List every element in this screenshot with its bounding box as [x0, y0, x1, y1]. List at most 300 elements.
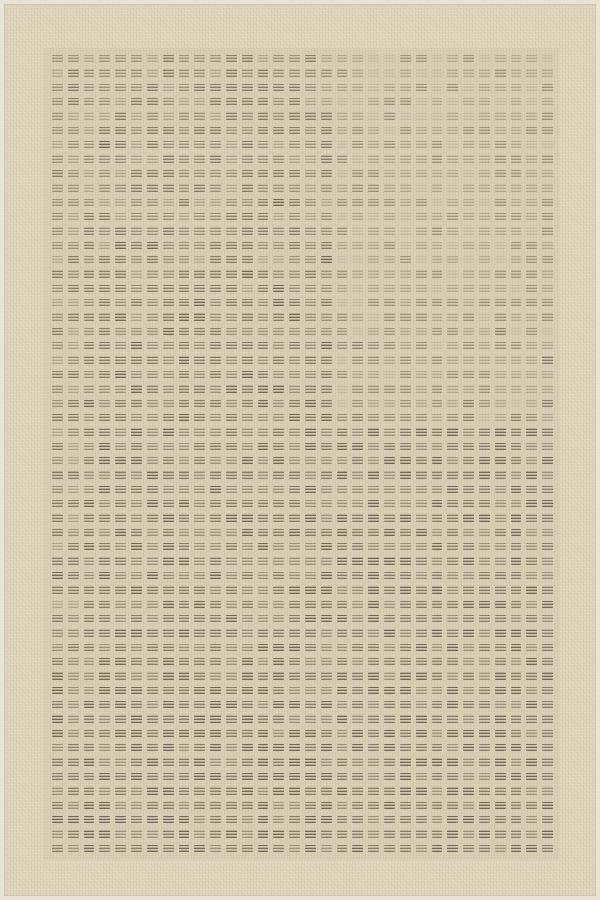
rug-tile	[337, 500, 348, 507]
rug-tile	[384, 701, 395, 708]
rug-tile	[352, 242, 363, 249]
rug-tile	[447, 170, 458, 177]
rug-tile	[289, 170, 300, 177]
rug-tile	[289, 500, 300, 507]
rug-tile	[447, 672, 458, 679]
rug-tile	[352, 69, 363, 76]
rug-tile	[52, 471, 63, 478]
rug-tile	[84, 644, 95, 651]
rug-tile	[432, 414, 443, 421]
rug-tile	[84, 112, 95, 119]
rug-tile	[479, 572, 490, 579]
rug-tile	[163, 773, 174, 780]
rug-tile	[52, 644, 63, 651]
rug-tile	[179, 816, 190, 823]
rug-tile	[131, 830, 142, 837]
rug-tile	[115, 285, 126, 292]
rug-tile	[84, 328, 95, 335]
rug-tile	[479, 687, 490, 694]
rug-tile	[289, 227, 300, 234]
rug-tile	[258, 356, 269, 363]
rug-tile	[305, 141, 316, 148]
rug-tile	[305, 270, 316, 277]
rug-tile	[384, 184, 395, 191]
rug-tile	[352, 170, 363, 177]
rug-tile	[400, 112, 411, 119]
rug-tile	[68, 644, 79, 651]
rug-tile	[321, 457, 332, 464]
rug-tile	[479, 84, 490, 91]
rug-tile	[526, 715, 537, 722]
rug-tile	[400, 629, 411, 636]
rug-tile	[289, 55, 300, 62]
rug-tile	[194, 601, 205, 608]
rug-tile	[179, 457, 190, 464]
rug-tile	[416, 601, 427, 608]
rug-tile	[352, 687, 363, 694]
rug-tile	[210, 69, 221, 76]
rug-tile	[495, 744, 506, 751]
rug-tile	[400, 471, 411, 478]
rug-tile	[163, 500, 174, 507]
rug-tile	[84, 658, 95, 665]
rug-tile	[68, 500, 79, 507]
rug-tile	[542, 155, 553, 162]
rug-tile	[384, 414, 395, 421]
rug-tile	[368, 457, 379, 464]
rug-tile	[226, 514, 237, 521]
rug-tile	[321, 500, 332, 507]
rug-tile	[511, 313, 522, 320]
rug-tile	[352, 127, 363, 134]
rug-tile	[68, 371, 79, 378]
rug-tile	[147, 471, 158, 478]
rug-tile	[147, 256, 158, 263]
rug-tile	[194, 184, 205, 191]
rug-tile	[305, 170, 316, 177]
rug-tile	[179, 658, 190, 665]
rug-tile	[352, 830, 363, 837]
rug-tile	[210, 299, 221, 306]
rug-tile	[52, 98, 63, 105]
rug-tile	[226, 816, 237, 823]
rug-tile	[416, 744, 427, 751]
rug-tile	[147, 213, 158, 220]
rug-tile	[242, 385, 253, 392]
rug-tile	[463, 830, 474, 837]
rug-tile	[352, 184, 363, 191]
rug-tile	[289, 471, 300, 478]
rug-tile	[305, 787, 316, 794]
rug-tile	[463, 414, 474, 421]
rug-tile	[321, 141, 332, 148]
rug-tile	[210, 155, 221, 162]
rug-tile	[305, 285, 316, 292]
rug-tile	[258, 830, 269, 837]
rug-tile	[147, 701, 158, 708]
rug-tile	[432, 55, 443, 62]
rug-tile	[463, 285, 474, 292]
rug-tile	[99, 457, 110, 464]
rug-tile	[542, 299, 553, 306]
rug-tile	[242, 285, 253, 292]
rug-tile	[194, 242, 205, 249]
rug-tile	[52, 701, 63, 708]
rug-tile	[526, 486, 537, 493]
rug-tile	[258, 385, 269, 392]
rug-tile	[242, 414, 253, 421]
rug-tile	[194, 557, 205, 564]
rug-tile	[273, 285, 284, 292]
rug-tile	[400, 371, 411, 378]
rug-tile	[242, 141, 253, 148]
rug-tile	[447, 543, 458, 550]
rug-tile	[52, 557, 63, 564]
rug-tile	[115, 428, 126, 435]
rug-tile	[226, 256, 237, 263]
rug-tile	[52, 371, 63, 378]
rug-tile	[479, 356, 490, 363]
rug-tile	[179, 715, 190, 722]
rug-tile	[432, 270, 443, 277]
rug-tile	[511, 471, 522, 478]
rug-tile	[305, 457, 316, 464]
rug-tile	[289, 141, 300, 148]
rug-tile	[163, 299, 174, 306]
rug-tile	[68, 845, 79, 852]
rug-tile	[131, 486, 142, 493]
rug-tile	[400, 414, 411, 421]
rug-tile	[68, 213, 79, 220]
rug-tile	[84, 601, 95, 608]
rug-tile	[273, 400, 284, 407]
rug-tile	[526, 644, 537, 651]
rug-tile	[337, 385, 348, 392]
rug-tile	[84, 227, 95, 234]
rug-tile	[321, 299, 332, 306]
rug-tile	[242, 170, 253, 177]
rug-tile	[463, 787, 474, 794]
rug-tile	[321, 744, 332, 751]
rug-tile	[400, 773, 411, 780]
rug-tile	[163, 270, 174, 277]
rug-tile	[368, 629, 379, 636]
rug-tile	[52, 845, 63, 852]
rug-tile	[84, 701, 95, 708]
rug-tile	[416, 328, 427, 335]
rug-tile	[242, 787, 253, 794]
rug-tile	[194, 299, 205, 306]
rug-tile	[68, 658, 79, 665]
rug-tile	[99, 701, 110, 708]
rug-tile	[242, 715, 253, 722]
rug-tile	[258, 658, 269, 665]
rug-tile	[511, 127, 522, 134]
rug-tile	[479, 715, 490, 722]
rug-tile	[432, 457, 443, 464]
rug-tile	[52, 572, 63, 579]
rug-tile	[526, 701, 537, 708]
rug-tile	[511, 845, 522, 852]
rug-tile	[416, 457, 427, 464]
rug-tile	[321, 84, 332, 91]
rug-tile	[495, 400, 506, 407]
rug-tile	[68, 356, 79, 363]
rug-tile	[352, 471, 363, 478]
rug-tile	[68, 141, 79, 148]
rug-tile	[447, 256, 458, 263]
rug-tile	[479, 658, 490, 665]
rug-tile	[447, 471, 458, 478]
rug-tile	[115, 270, 126, 277]
rug-tile	[305, 644, 316, 651]
rug-tile	[242, 586, 253, 593]
rug-tile	[131, 644, 142, 651]
rug-tile	[526, 127, 537, 134]
rug-tile	[242, 830, 253, 837]
rug-tile	[99, 270, 110, 277]
rug-tile	[432, 371, 443, 378]
rug-tile	[147, 816, 158, 823]
rug-tile	[194, 227, 205, 234]
rug-tile	[84, 299, 95, 306]
rug-tile	[52, 356, 63, 363]
rug-tile	[194, 127, 205, 134]
rug-tile	[432, 744, 443, 751]
rug-tile	[273, 213, 284, 220]
rug-tile	[337, 414, 348, 421]
rug-tile	[289, 155, 300, 162]
rug-tile	[479, 443, 490, 450]
rug-tile	[226, 242, 237, 249]
rug-tile	[432, 644, 443, 651]
rug-tile	[179, 227, 190, 234]
rug-tile	[52, 658, 63, 665]
rug-tile	[321, 514, 332, 521]
rug-tile	[210, 816, 221, 823]
rug-tile	[416, 227, 427, 234]
rug-tile	[210, 601, 221, 608]
rug-tile	[131, 55, 142, 62]
rug-tile	[352, 644, 363, 651]
rug-tile	[463, 428, 474, 435]
rug-tile	[432, 830, 443, 837]
rug-tile	[400, 601, 411, 608]
rug-tile	[479, 730, 490, 737]
rug-tile	[542, 586, 553, 593]
rug-tile	[210, 802, 221, 809]
rug-tile	[305, 715, 316, 722]
rug-tile	[226, 601, 237, 608]
rug-tile	[432, 543, 443, 550]
rug-tile	[273, 586, 284, 593]
rug-tile	[147, 500, 158, 507]
rug-tile	[447, 615, 458, 622]
rug-tile	[526, 529, 537, 536]
rug-tile	[432, 127, 443, 134]
rug-tile	[526, 170, 537, 177]
rug-tile	[337, 715, 348, 722]
rug-tile	[368, 730, 379, 737]
rug-tile	[163, 170, 174, 177]
rug-tile	[352, 98, 363, 105]
rug-tile	[368, 256, 379, 263]
rug-tile	[495, 127, 506, 134]
rug-tile	[511, 830, 522, 837]
rug-tile	[337, 744, 348, 751]
rug-tile	[511, 644, 522, 651]
rug-tile	[131, 227, 142, 234]
rug-tile	[368, 98, 379, 105]
rug-tile	[432, 500, 443, 507]
rug-tile	[463, 155, 474, 162]
rug-tile	[305, 400, 316, 407]
rug-tile	[52, 715, 63, 722]
rug-tile	[68, 414, 79, 421]
rug-tile	[242, 328, 253, 335]
rug-tile	[479, 55, 490, 62]
rug-tile	[384, 55, 395, 62]
rug-tile	[163, 313, 174, 320]
rug-tile	[447, 715, 458, 722]
rug-tile	[400, 155, 411, 162]
rug-tile	[511, 529, 522, 536]
rug-tile	[337, 342, 348, 349]
rug-tile	[321, 170, 332, 177]
rug-tile	[226, 141, 237, 148]
rug-tile	[68, 471, 79, 478]
rug-tile	[384, 557, 395, 564]
rug-tile	[463, 328, 474, 335]
rug-tile	[99, 184, 110, 191]
rug-tile	[242, 658, 253, 665]
rug-tile	[52, 242, 63, 249]
rug-tile	[163, 816, 174, 823]
rug-tile	[432, 213, 443, 220]
rug-tile	[542, 758, 553, 765]
rug-tile	[194, 55, 205, 62]
rug-tile	[131, 127, 142, 134]
rug-tile	[352, 227, 363, 234]
rug-tile	[384, 715, 395, 722]
rug-tile	[258, 170, 269, 177]
rug-tile	[68, 155, 79, 162]
rug-tile	[321, 414, 332, 421]
rug-tile	[242, 514, 253, 521]
rug-tile	[305, 629, 316, 636]
rug-tile	[273, 629, 284, 636]
rug-tile	[511, 170, 522, 177]
rug-tile	[337, 184, 348, 191]
rug-tile	[495, 486, 506, 493]
rug-tile	[242, 687, 253, 694]
rug-tile	[115, 758, 126, 765]
rug-tile	[416, 830, 427, 837]
rug-tile	[84, 471, 95, 478]
rug-tile	[463, 227, 474, 234]
rug-tile	[384, 802, 395, 809]
rug-tile	[526, 586, 537, 593]
rug-tile	[463, 658, 474, 665]
rug-tile	[542, 256, 553, 263]
rug-tile	[479, 328, 490, 335]
rug-tile	[416, 170, 427, 177]
rug-tile	[368, 816, 379, 823]
rug-tile	[526, 802, 537, 809]
rug-tile	[463, 457, 474, 464]
rug-tile	[179, 400, 190, 407]
rug-tile	[337, 644, 348, 651]
rug-tile	[305, 299, 316, 306]
rug-tile	[68, 299, 79, 306]
rug-tile	[526, 557, 537, 564]
rug-tile	[416, 414, 427, 421]
rug-tile	[210, 730, 221, 737]
rug-tile	[495, 701, 506, 708]
rug-tile	[463, 572, 474, 579]
rug-tile	[305, 615, 316, 622]
rug-tile	[194, 486, 205, 493]
rug-tile	[511, 227, 522, 234]
rug-tile	[352, 356, 363, 363]
rug-tile	[99, 199, 110, 206]
rug-tile	[147, 845, 158, 852]
rug-tile	[384, 112, 395, 119]
rug-tile	[416, 701, 427, 708]
rug-tile	[115, 816, 126, 823]
rug-tile	[321, 687, 332, 694]
rug-tile	[115, 687, 126, 694]
rug-tile	[384, 744, 395, 751]
rug-tile	[194, 414, 205, 421]
rug-tile	[273, 486, 284, 493]
rug-tile	[368, 328, 379, 335]
rug-tile	[115, 457, 126, 464]
rug-tile	[289, 400, 300, 407]
rug-tile	[242, 299, 253, 306]
rug-tile	[447, 758, 458, 765]
rug-tile	[337, 543, 348, 550]
rug-tile	[368, 313, 379, 320]
rug-tile	[511, 400, 522, 407]
rug-tile	[226, 98, 237, 105]
rug-tile	[289, 199, 300, 206]
rug-tile	[84, 787, 95, 794]
rug-tile	[84, 98, 95, 105]
rug-tile	[368, 299, 379, 306]
rug-tile	[479, 787, 490, 794]
rug-tile	[368, 644, 379, 651]
rug-tile	[511, 701, 522, 708]
rug-tile	[495, 184, 506, 191]
rug-tile	[384, 227, 395, 234]
rug-tile	[131, 270, 142, 277]
rug-tile	[84, 629, 95, 636]
rug-tile	[52, 443, 63, 450]
rug-tile	[352, 701, 363, 708]
rug-tile	[447, 84, 458, 91]
rug-tile	[432, 572, 443, 579]
rug-tile	[289, 371, 300, 378]
rug-tile	[447, 500, 458, 507]
rug-tile	[479, 845, 490, 852]
rug-tile	[68, 773, 79, 780]
rug-tile	[273, 414, 284, 421]
rug-tile	[210, 385, 221, 392]
rug-tile	[542, 356, 553, 363]
rug-tile	[194, 256, 205, 263]
rug-tile	[131, 586, 142, 593]
